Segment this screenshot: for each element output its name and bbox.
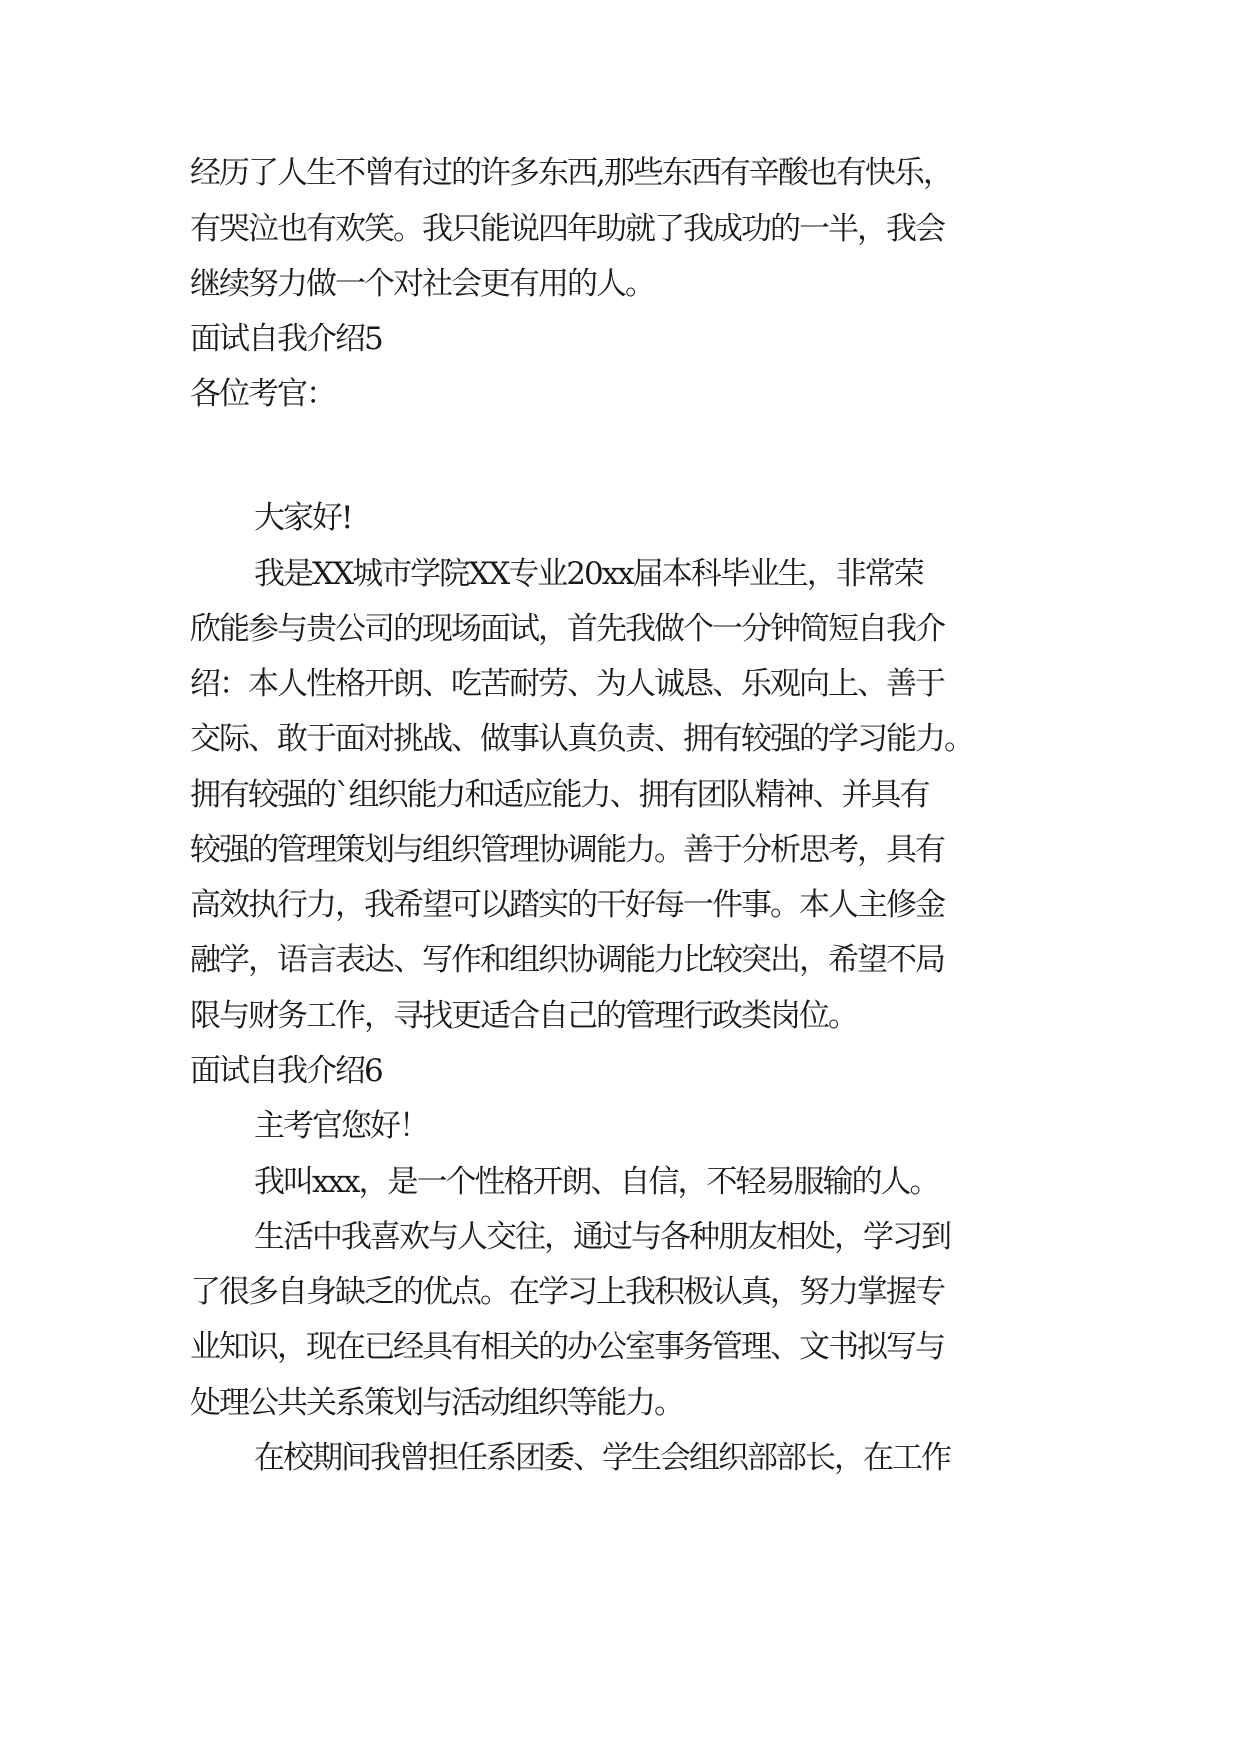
text-line: 融学，语言表达、写作和组织协调能力比较突出，希望不局: [190, 942, 944, 978]
text-line: 拥有较强的`组织能力和适应能力、拥有团队精神、并具有: [190, 777, 929, 813]
section-heading: 面试自我介绍5: [190, 321, 382, 357]
text-line: 较强的管理策划与组织管理协调能力。善于分析思考，具有: [190, 832, 944, 868]
text-line: 我叫xxx，是一个性格开朗、自信，不轻易服输的人。: [254, 1164, 939, 1200]
text-line: 欣能参与贵公司的现场面试，首先我做个一分钟简短自我介: [190, 611, 944, 647]
text-line: 经历了人生不曾有过的许多东西,那些东西有辛酸也有快乐，: [190, 155, 952, 191]
text-line: 绍：本人性格开朗、吃苦耐劳、为人诚恳、乐观向上、善于: [190, 666, 944, 702]
section-heading: 面试自我介绍6: [190, 1053, 382, 1089]
text-line: 处理公共关系策划与活动组织等能力。: [190, 1385, 683, 1421]
text-line: 有哭泣也有欢笑。我只能说四年助就了我成功的一半，我会: [190, 211, 944, 247]
text-line: 了很多自身缺乏的优点。在学习上我积极认真，努力掌握专: [190, 1274, 944, 1310]
greeting: 大家好!: [254, 500, 352, 536]
salutation: 各位考官：: [190, 376, 335, 412]
text-line: 业知识，现在已经具有相关的办公室事务管理、文书拟写与: [190, 1329, 944, 1365]
text-line: 在校期间我曾担任系团委、学生会组织部部长，在工作: [254, 1440, 950, 1476]
text-line: 交际、敢于面对挑战、做事认真负责、拥有较强的学习能力。: [190, 721, 973, 757]
text-line: 我是XX城市学院XX专业20xx届本科毕业生，非常荣: [254, 556, 923, 592]
text-line: 高效执行力，我希望可以踏实的干好每一件事。本人主修金: [190, 887, 944, 923]
text-line: 限与财务工作，寻找更适合自己的管理行政类岗位。: [190, 998, 857, 1034]
text-line: 继续努力做一个对社会更有用的人。: [190, 266, 654, 302]
greeting: 主考官您好！: [254, 1108, 428, 1144]
text-line: 生活中我喜欢与人交往，通过与各种朋友相处，学习到: [254, 1219, 950, 1255]
